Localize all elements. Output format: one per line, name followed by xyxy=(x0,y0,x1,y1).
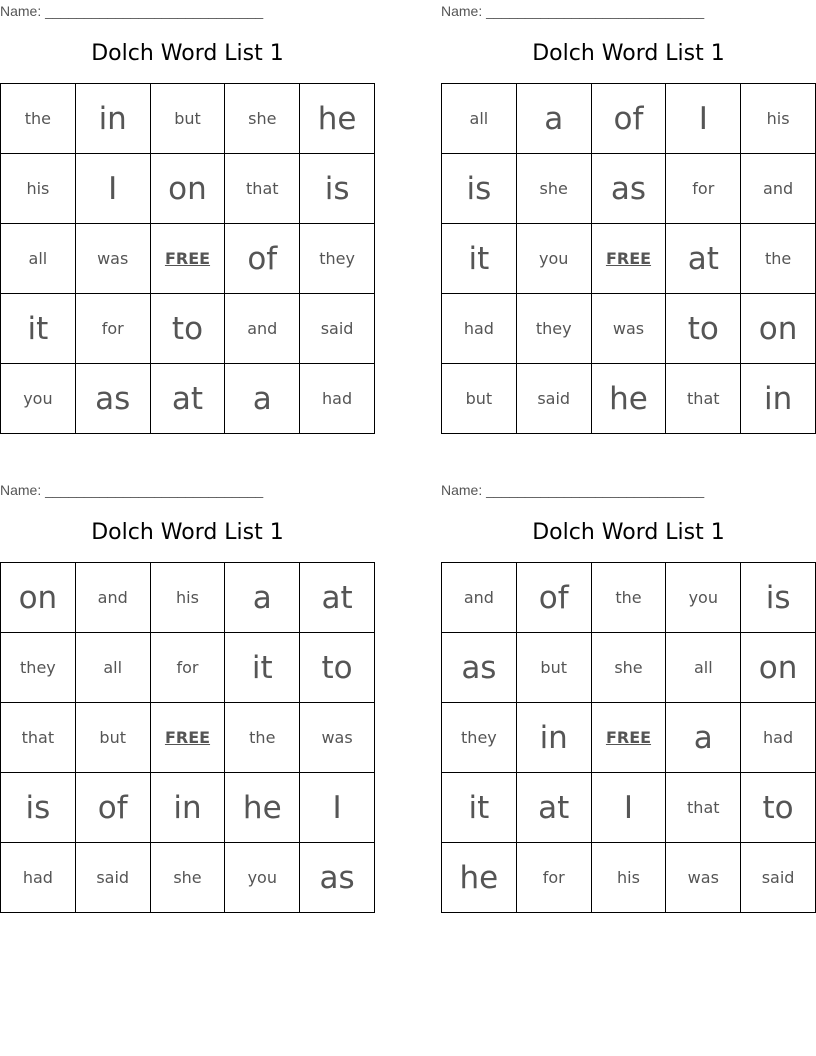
word-cell: his xyxy=(1,154,76,224)
word-cell: had xyxy=(1,843,76,913)
word-cell: of xyxy=(592,84,667,154)
word-cell: for xyxy=(76,294,151,364)
word-cell: is xyxy=(741,563,816,633)
word-cell: all xyxy=(76,633,151,703)
word-cell: but xyxy=(517,633,592,703)
free-space-cell: FREE xyxy=(151,224,226,294)
name-field-label: Name: ____________________________ xyxy=(0,3,264,19)
word-cell: is xyxy=(300,154,375,224)
word-cell: on xyxy=(741,294,816,364)
word-cell: a xyxy=(225,364,300,434)
word-cell: she xyxy=(517,154,592,224)
name-field-label: Name: ____________________________ xyxy=(441,3,705,19)
word-cell: he xyxy=(300,84,375,154)
word-cell: but xyxy=(76,703,151,773)
word-cell: of xyxy=(517,563,592,633)
word-cell: and xyxy=(741,154,816,224)
word-cell: in xyxy=(741,364,816,434)
word-cell: a xyxy=(225,563,300,633)
word-cell: all xyxy=(1,224,76,294)
word-cell: is xyxy=(1,773,76,843)
word-cell: as xyxy=(300,843,375,913)
word-cell: had xyxy=(741,703,816,773)
word-cell: the xyxy=(592,563,667,633)
bingo-grid xyxy=(441,562,816,913)
word-cell: for xyxy=(666,154,741,224)
word-cell: I xyxy=(76,154,151,224)
word-cell: they xyxy=(517,294,592,364)
name-field-label: Name: ____________________________ xyxy=(0,482,264,498)
word-cell: had xyxy=(442,294,517,364)
word-cell: a xyxy=(666,703,741,773)
word-cell: as xyxy=(592,154,667,224)
word-cell: at xyxy=(517,773,592,843)
word-cell: in xyxy=(76,84,151,154)
word-cell: I xyxy=(592,773,667,843)
word-cell: was xyxy=(76,224,151,294)
word-cell: was xyxy=(592,294,667,364)
bingo-grid xyxy=(0,83,375,434)
word-cell: he xyxy=(592,364,667,434)
word-cell: you xyxy=(666,563,741,633)
word-cell: it xyxy=(1,294,76,364)
word-cell: at xyxy=(666,224,741,294)
word-cell: you xyxy=(225,843,300,913)
word-cell: and xyxy=(225,294,300,364)
bingo-grid xyxy=(441,83,816,434)
word-cell: said xyxy=(741,843,816,913)
word-cell: said xyxy=(300,294,375,364)
word-cell: that xyxy=(666,364,741,434)
word-cell: that xyxy=(1,703,76,773)
word-cell: on xyxy=(1,563,76,633)
word-cell: at xyxy=(151,364,226,434)
word-cell: it xyxy=(442,224,517,294)
word-cell: it xyxy=(225,633,300,703)
word-cell: all xyxy=(666,633,741,703)
word-cell: to xyxy=(151,294,226,364)
card-title: Dolch Word List 1 xyxy=(532,520,725,545)
word-cell: said xyxy=(517,364,592,434)
word-cell: at xyxy=(300,563,375,633)
word-cell: a xyxy=(517,84,592,154)
word-cell: is xyxy=(442,154,517,224)
free-space-cell: FREE xyxy=(151,703,226,773)
word-cell: the xyxy=(741,224,816,294)
word-cell: they xyxy=(442,703,517,773)
word-cell: all xyxy=(442,84,517,154)
word-cell: was xyxy=(300,703,375,773)
word-cell: to xyxy=(741,773,816,843)
word-cell: but xyxy=(442,364,517,434)
word-cell: you xyxy=(1,364,76,434)
word-cell: of xyxy=(76,773,151,843)
word-cell: his xyxy=(151,563,226,633)
word-cell: as xyxy=(76,364,151,434)
word-cell: I xyxy=(666,84,741,154)
word-cell: and xyxy=(442,563,517,633)
word-cell: on xyxy=(151,154,226,224)
word-cell: in xyxy=(517,703,592,773)
word-cell: I xyxy=(300,773,375,843)
word-cell: was xyxy=(666,843,741,913)
word-cell: they xyxy=(1,633,76,703)
word-cell: for xyxy=(151,633,226,703)
word-cell: they xyxy=(300,224,375,294)
word-cell: in xyxy=(151,773,226,843)
word-cell: you xyxy=(517,224,592,294)
word-cell: that xyxy=(666,773,741,843)
card-title: Dolch Word List 1 xyxy=(532,41,725,66)
word-cell: said xyxy=(76,843,151,913)
card-title: Dolch Word List 1 xyxy=(91,41,284,66)
word-cell: but xyxy=(151,84,226,154)
card-title: Dolch Word List 1 xyxy=(91,520,284,545)
word-cell: the xyxy=(1,84,76,154)
name-field-label: Name: ____________________________ xyxy=(441,482,705,498)
free-space-cell: FREE xyxy=(592,224,667,294)
word-cell: on xyxy=(741,633,816,703)
word-cell: had xyxy=(300,364,375,434)
word-cell: that xyxy=(225,154,300,224)
word-cell: she xyxy=(151,843,226,913)
word-cell: the xyxy=(225,703,300,773)
word-cell: she xyxy=(592,633,667,703)
word-cell: and xyxy=(76,563,151,633)
word-cell: to xyxy=(300,633,375,703)
word-cell: he xyxy=(225,773,300,843)
word-cell: as xyxy=(442,633,517,703)
free-space-cell: FREE xyxy=(592,703,667,773)
word-cell: it xyxy=(442,773,517,843)
word-cell: for xyxy=(517,843,592,913)
word-cell: his xyxy=(592,843,667,913)
word-cell: to xyxy=(666,294,741,364)
word-cell: she xyxy=(225,84,300,154)
word-cell: of xyxy=(225,224,300,294)
bingo-grid xyxy=(0,562,375,913)
word-cell: he xyxy=(442,843,517,913)
word-cell: his xyxy=(741,84,816,154)
